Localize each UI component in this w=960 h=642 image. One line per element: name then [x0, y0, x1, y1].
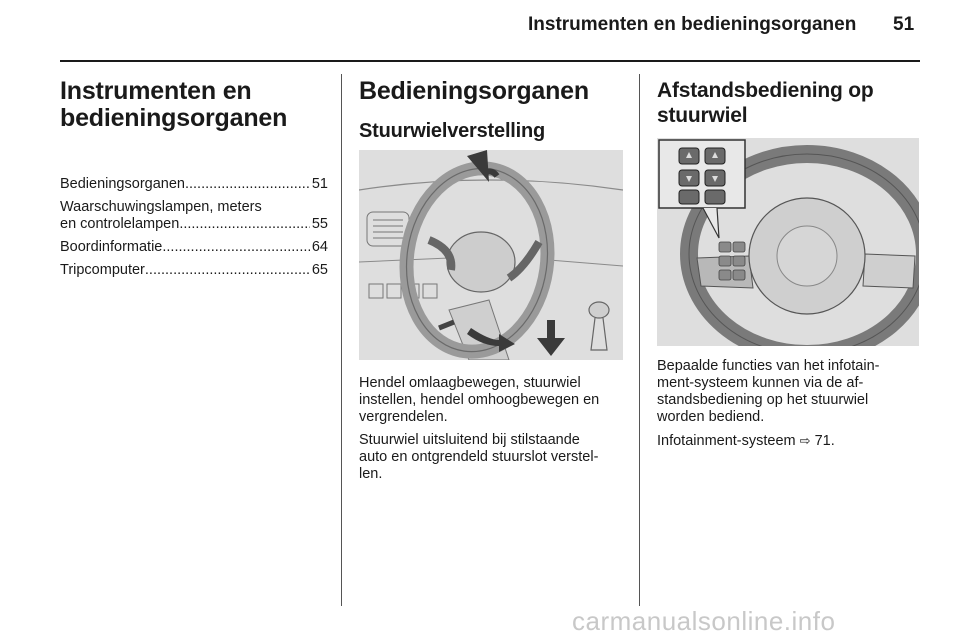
chapter-heading-line1: Instrumenten en: [60, 77, 252, 105]
header-rule: [60, 60, 920, 62]
subsection-heading: Stuurwielverstelling: [359, 120, 546, 142]
remote-control-heading: Afstandsbediening op stuurwiel: [657, 79, 874, 127]
section-heading: Bedieningsorganen: [359, 77, 589, 105]
toc-item-waarschuwingslampen[interactable]: Waarschuwingslampen, meters en controlelampen ..... 55: [60, 199, 328, 233]
steering-hub: [447, 232, 515, 292]
remote-control-paragraph: Bepaalde functies van het infotain- ment-systeem kunnen via de af- standsbediening op het stuurwiel worden bediend.: [657, 358, 880, 425]
page-number: 51: [893, 14, 915, 35]
right-column-text: [657, 358, 925, 450]
toc-item-boordinformatie[interactable]: Boordinformatie ..... 64: [60, 239, 328, 256]
chapter-heading: [60, 78, 328, 132]
middle-column: [359, 78, 627, 143]
toc-item-bedieningsorganen[interactable]: Bedieningsorganen ..... 51: [60, 176, 328, 193]
chapter-heading-line2: bedieningsorganen: [60, 104, 288, 132]
column-divider-right: [639, 74, 640, 606]
page-reference-arrow-icon: ⇨: [799, 433, 811, 448]
column-divider-left: [341, 74, 342, 606]
running-header-title: Instrumenten en bedieningsorganen: [528, 14, 857, 35]
middle-column-text: [359, 375, 627, 483]
steering-wheel-controls-illustration: [657, 138, 919, 346]
toc-item-tripcomputer[interactable]: Tripcomputer ..... 65: [60, 262, 328, 279]
steering-warning-paragraph: Stuurwiel uitsluitend bij stilstaande auto en ontgrendeld stuurslot verstel- len.: [359, 432, 599, 482]
toc-list: [60, 176, 328, 279]
zoom-inset: [659, 140, 745, 208]
remote-button-5: [679, 190, 699, 204]
right-column: [657, 78, 925, 128]
watermark: carmanualsonline.info: [572, 606, 836, 636]
infotainment-reference[interactable]: Infotainment-systeem ⇨ 71.: [657, 433, 835, 449]
steering-adjustment-illustration: [359, 150, 623, 360]
left-column: [60, 78, 328, 279]
steering-adjust-paragraph: Hendel omlaagbewegen, stuurwiel instellen, hendel omhoogbewegen en vergrendelen.: [359, 375, 600, 425]
remote-button-6: [705, 190, 725, 204]
